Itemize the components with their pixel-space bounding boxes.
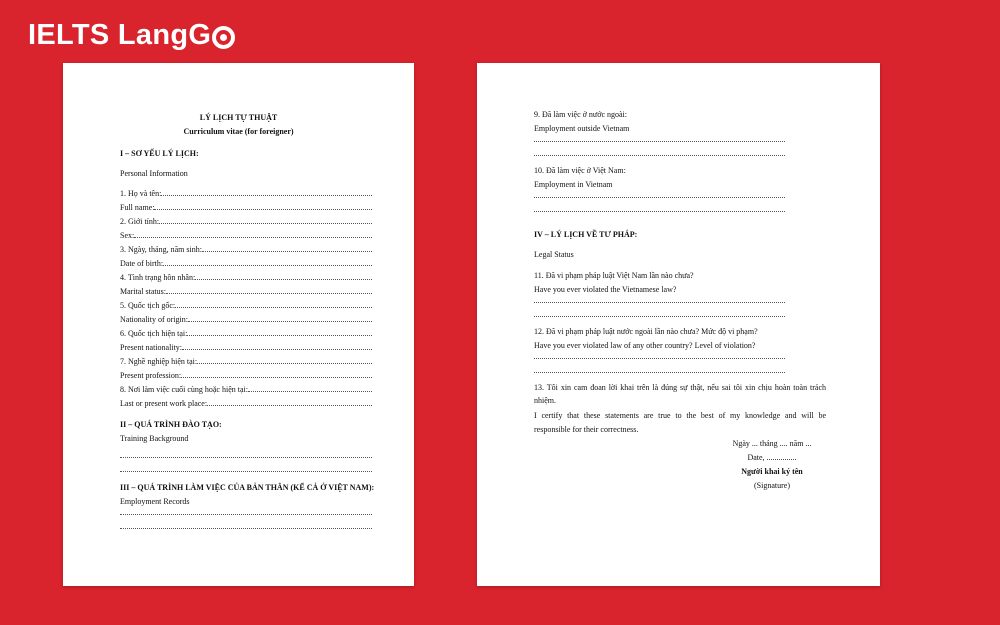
signer-vi: Người khai ký tên [741,467,803,476]
q13-en-line1: I certify that these statements are true to the best of my knowledge and will be [534,411,826,420]
q11-en: Have you ever violated the Vietnamese law? [534,285,677,294]
q10-vi: 10. Đã làm việc ở Việt Nam: [534,166,626,175]
q12-vi: 12. Đã vi phạm pháp luật nước ngoài lần nào chưa? Mức độ vi phạm? [534,327,758,336]
blank-line [534,210,785,212]
blank-line [534,196,785,198]
field-row: Sex: [120,231,372,241]
q9-en: Employment outside Vietnam [534,124,630,133]
q13-vi-line1: 13. Tôi xin cam đoan lời khai trên là đúng sự thật, nếu sai tôi xin chịu hoàn toàn trách [534,383,826,392]
blank-line [120,527,372,529]
signer-en: (Signature) [754,481,790,490]
q10-en: Employment in Vietnam [534,180,613,189]
brand-logo [28,17,235,53]
document-page-right [477,63,880,586]
blank-line [534,315,785,317]
brand-name: IELTS LangG [28,18,212,51]
field-row: Date of birth: [120,259,372,269]
section-label-2: Training Background [120,434,189,443]
blank-line [120,470,372,472]
section-heading-3: III – QUÁ TRÌNH LÀM VIỆC CỦA BẢN THÂN (KỂ CẢ Ở VIỆT NAM): [120,483,375,492]
date-vi: Ngày ... tháng .... năm ... [732,439,812,448]
document-page-left [63,63,414,586]
section-label-3: Employment Records [120,497,190,506]
blank-line [120,513,372,515]
field-row: 6. Quốc tịch hiện tại: [120,329,372,339]
form-subtitle: Curriculum vitae (for foreigner) [183,127,294,136]
q13-en-line2: responsible for their correctness. [534,425,639,434]
field-row: Full name: [120,203,372,213]
section-label-1: Personal Information [120,169,188,178]
q11-vi: 11. Đã vi phạm pháp luật Việt Nam lần nào chưa? [534,271,694,280]
field-row: 5. Quốc tịch gốc: [120,301,372,311]
q9-vi: 9. Đã làm việc ở nước ngoài: [534,110,627,119]
blank-line [534,371,785,373]
field-row: Last or present work place: [120,399,372,409]
blank-line [534,140,785,142]
section-heading-2: II – QUÁ TRÌNH ĐÀO TẠO: [120,420,222,429]
blank-line [534,154,785,156]
section-heading-1: I – SƠ YẾU LÝ LỊCH: [120,149,199,158]
field-row: Marital status: [120,287,372,297]
field-row: 7. Nghề nghiệp hiện tại: [120,357,372,367]
blank-line [120,456,372,458]
q13-vi-line2: nhiệm. [534,396,556,405]
field-row: 1. Họ và tên: [120,189,372,199]
field-row: Nationality of origin: [120,315,372,325]
section-label-4: Legal Status [534,250,574,259]
form-title: LÝ LỊCH TỰ THUẬT [199,113,278,122]
field-row: 8. Nơi làm việc cuối cùng hoặc hiện tại: [120,385,372,395]
blank-line [534,301,785,303]
field-row: Present nationality: [120,343,372,353]
blank-line [534,357,785,359]
logo-o-icon [212,26,235,49]
section-heading-4: IV – LÝ LỊCH VỀ TƯ PHÁP: [534,230,638,239]
field-row: 4. Tình trạng hôn nhân: [120,273,372,283]
q12-en: Have you ever violated law of any other country? Level of violation? [534,341,756,350]
field-row: 3. Ngày, tháng, năm sinh: [120,245,372,255]
date-en: Date, ............... [747,453,797,462]
field-row: Present profession: [120,371,372,381]
field-row: 2. Giới tính: [120,217,372,227]
